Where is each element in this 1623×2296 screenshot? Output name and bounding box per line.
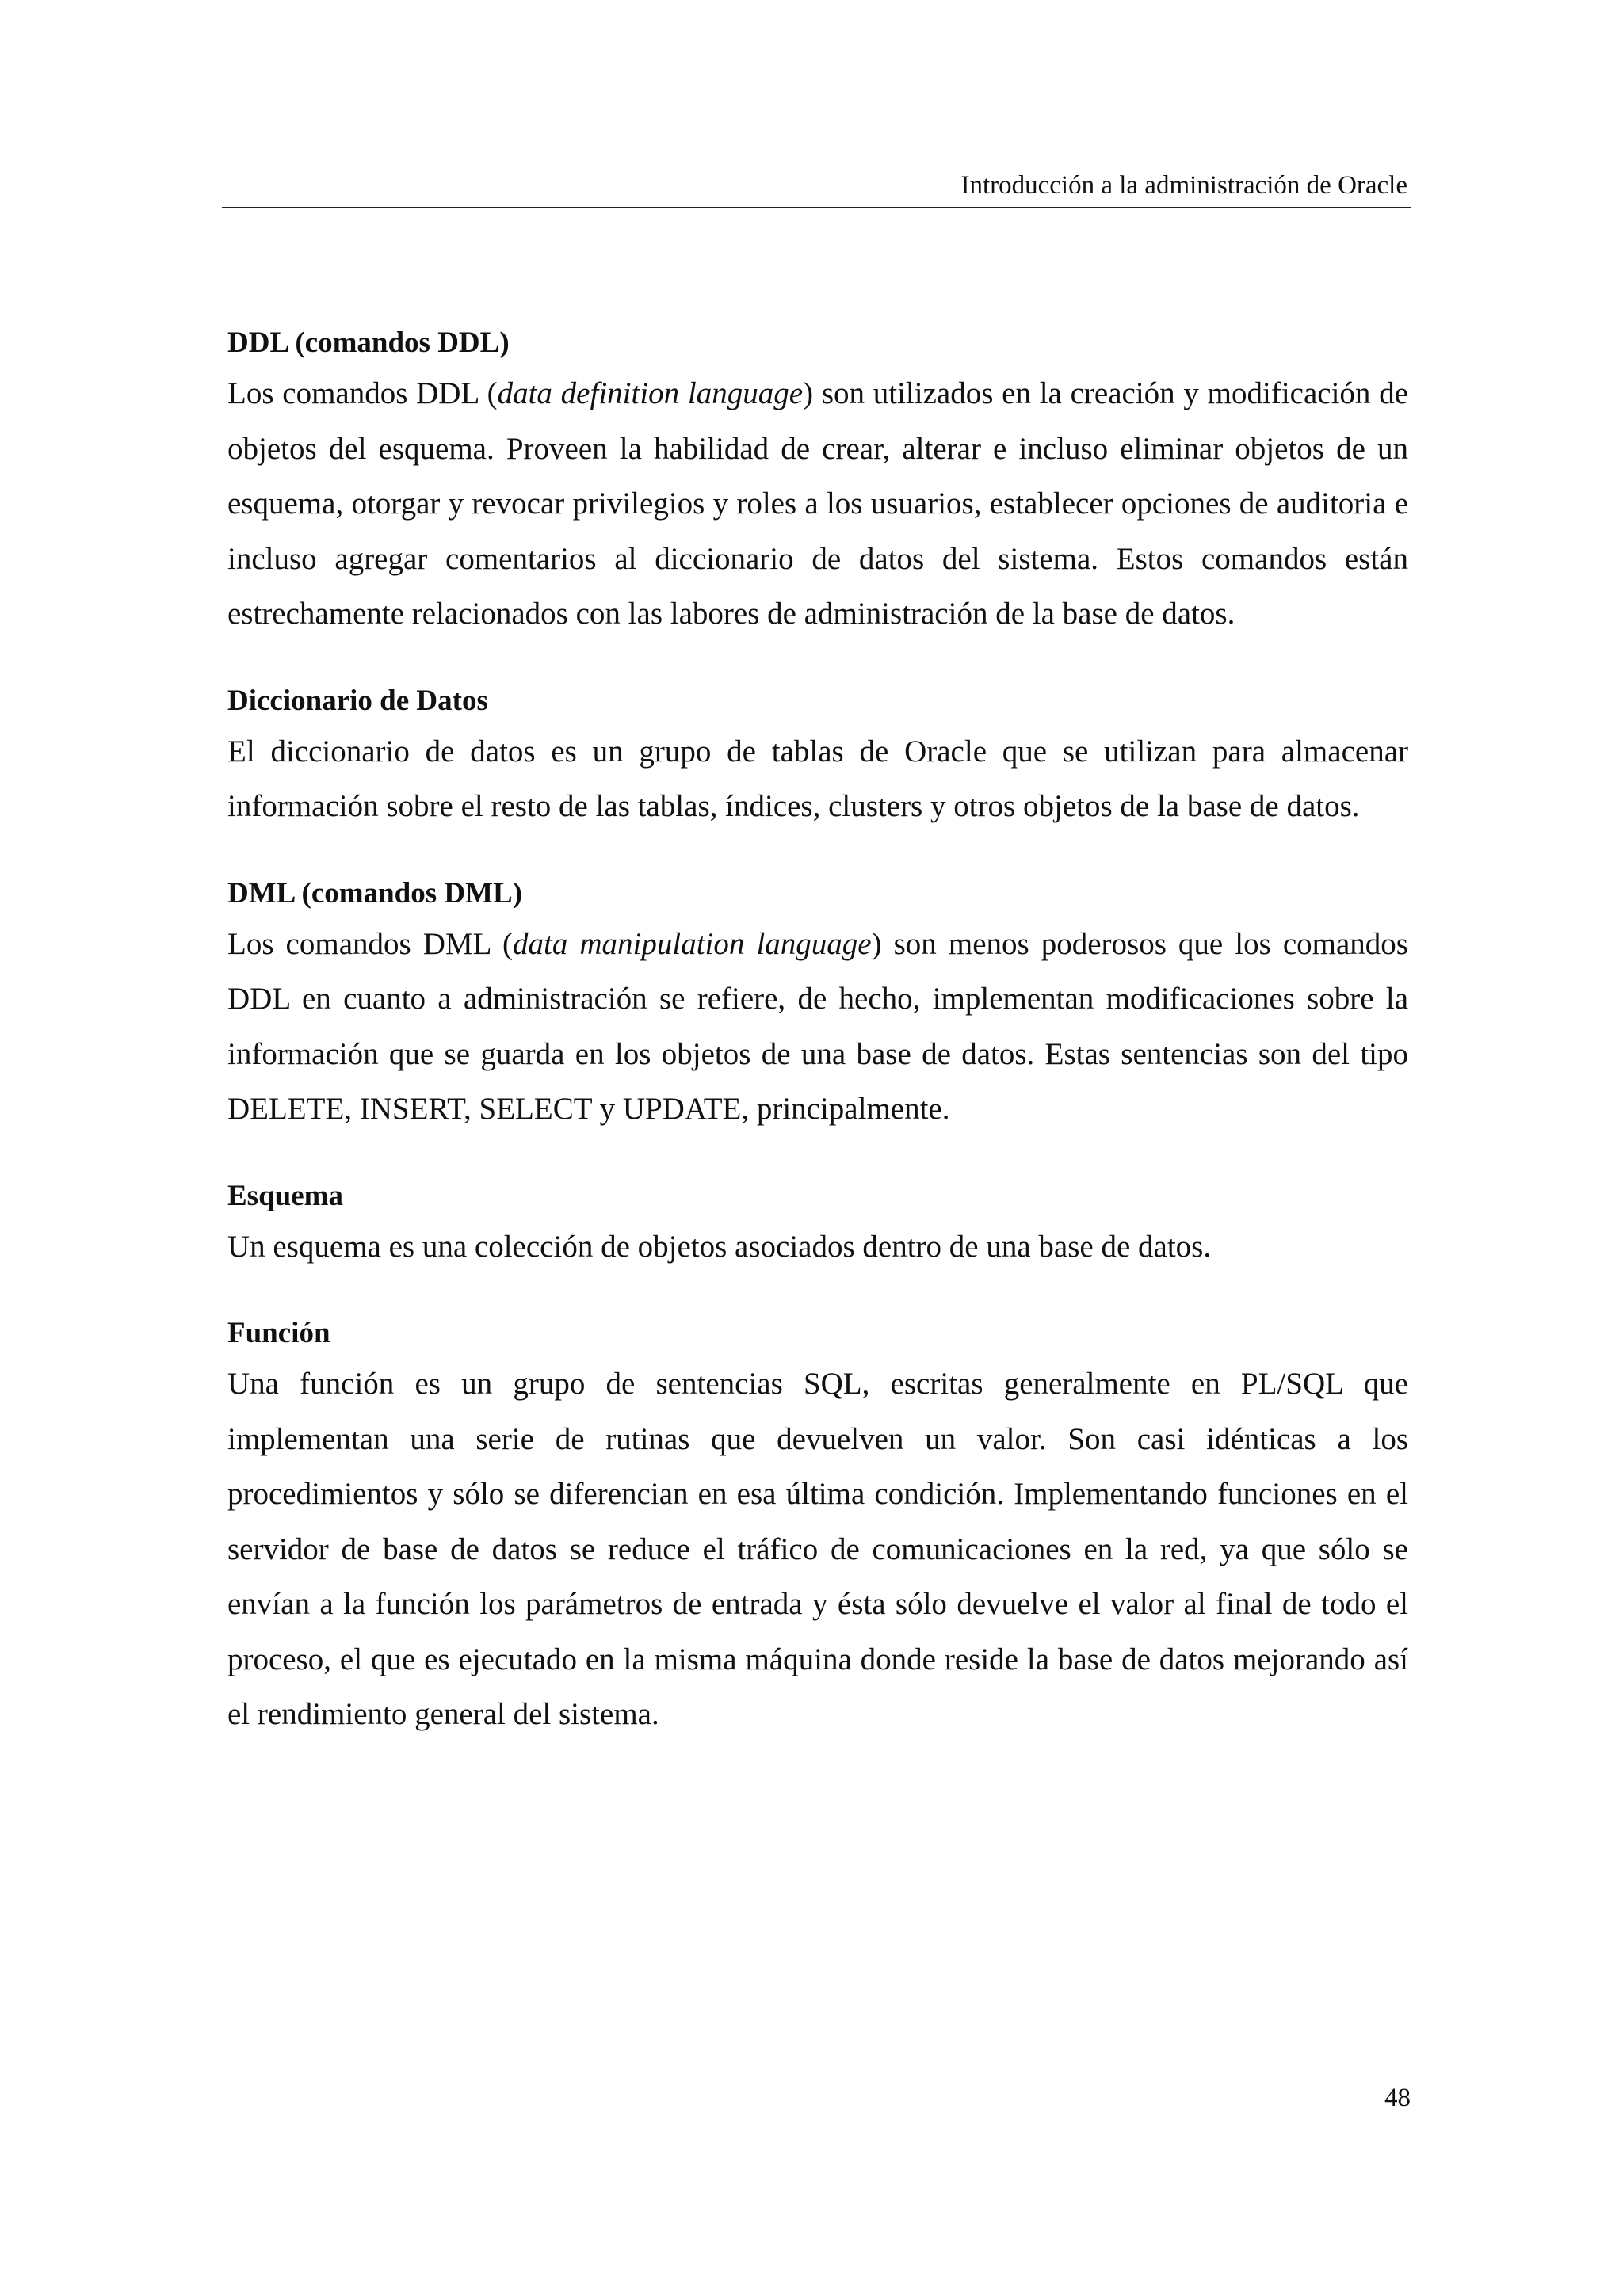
section-esquema — [227, 1178, 1408, 1275]
body-text: Los comandos DML ( — [227, 926, 513, 961]
section-body — [227, 366, 1408, 642]
page-content — [227, 325, 1408, 1783]
term-italic: data manipulation language — [513, 926, 872, 961]
section-body: Una función es un grupo de sentencias SQL, escritas generalmente en PL/SQL que implementan una serie de rutinas que devuelven un valor. Son casi idénticas a los procedimientos y sólo se diferencian en esa última condición. Implementando funciones en el servidor de base de datos se reduce el tráfico de comunicaciones en la red, ya que sólo se envían a la función los parámetros de entrada y ésta sólo devuelve el valor al final de todo el proceso, el que es ejecutado en la misma máquina donde reside la base de datos mejorando así el rendimiento general del sistema. — [227, 1367, 1408, 1731]
header-rule — [222, 207, 1411, 208]
running-header: Introducción a la administración de Oracle — [960, 171, 1407, 200]
section-dml — [227, 875, 1408, 1137]
section-title: Función — [227, 1317, 330, 1349]
section-body: El diccionario de datos es un grupo de tablas de Oracle que se utilizan para almacenar información sobre el resto de las tablas, índices, clusters y otros objetos de la base de datos. — [227, 734, 1408, 823]
section-diccionario-de-datos — [227, 683, 1408, 834]
page-number: 48 — [1384, 2084, 1411, 2112]
body-text: ) son menos poderosos que los comandos DDL en cuanto a administración se refiere, de hecho, implementan modificaciones sobre la información que se guarda en los objetos de una base de datos. Estas sentencias son del tipo DELETE, INSERT, SELECT y UPDATE, principalmente. — [227, 926, 1408, 1126]
section-title: DDL (comandos DDL) — [227, 326, 510, 359]
section-body — [227, 917, 1408, 1137]
term-italic: data definition language — [497, 376, 804, 410]
section-body: Un esquema es una colección de objetos asociados dentro de una base de datos. — [227, 1229, 1212, 1264]
section-ddl — [227, 325, 1408, 642]
section-title: Diccionario de Datos — [227, 684, 488, 717]
body-text: Los comandos DDL ( — [227, 376, 498, 410]
section-funcion — [227, 1315, 1408, 1742]
section-title: DML (comandos DML) — [227, 876, 523, 910]
body-text: ) son utilizados en la creación y modificación de objetos del esquema. Proveen la habilidad de crear, alterar e incluso eliminar objetos de un esquema, otorgar y revocar privilegios y roles a los usuarios, establecer opciones de auditoria e incluso agregar comentarios al diccionario de datos del sistema. Estos comandos están estrechamente relacionados con las labores de administración de la base de datos. — [227, 376, 1408, 631]
section-title: Esquema — [227, 1179, 343, 1212]
